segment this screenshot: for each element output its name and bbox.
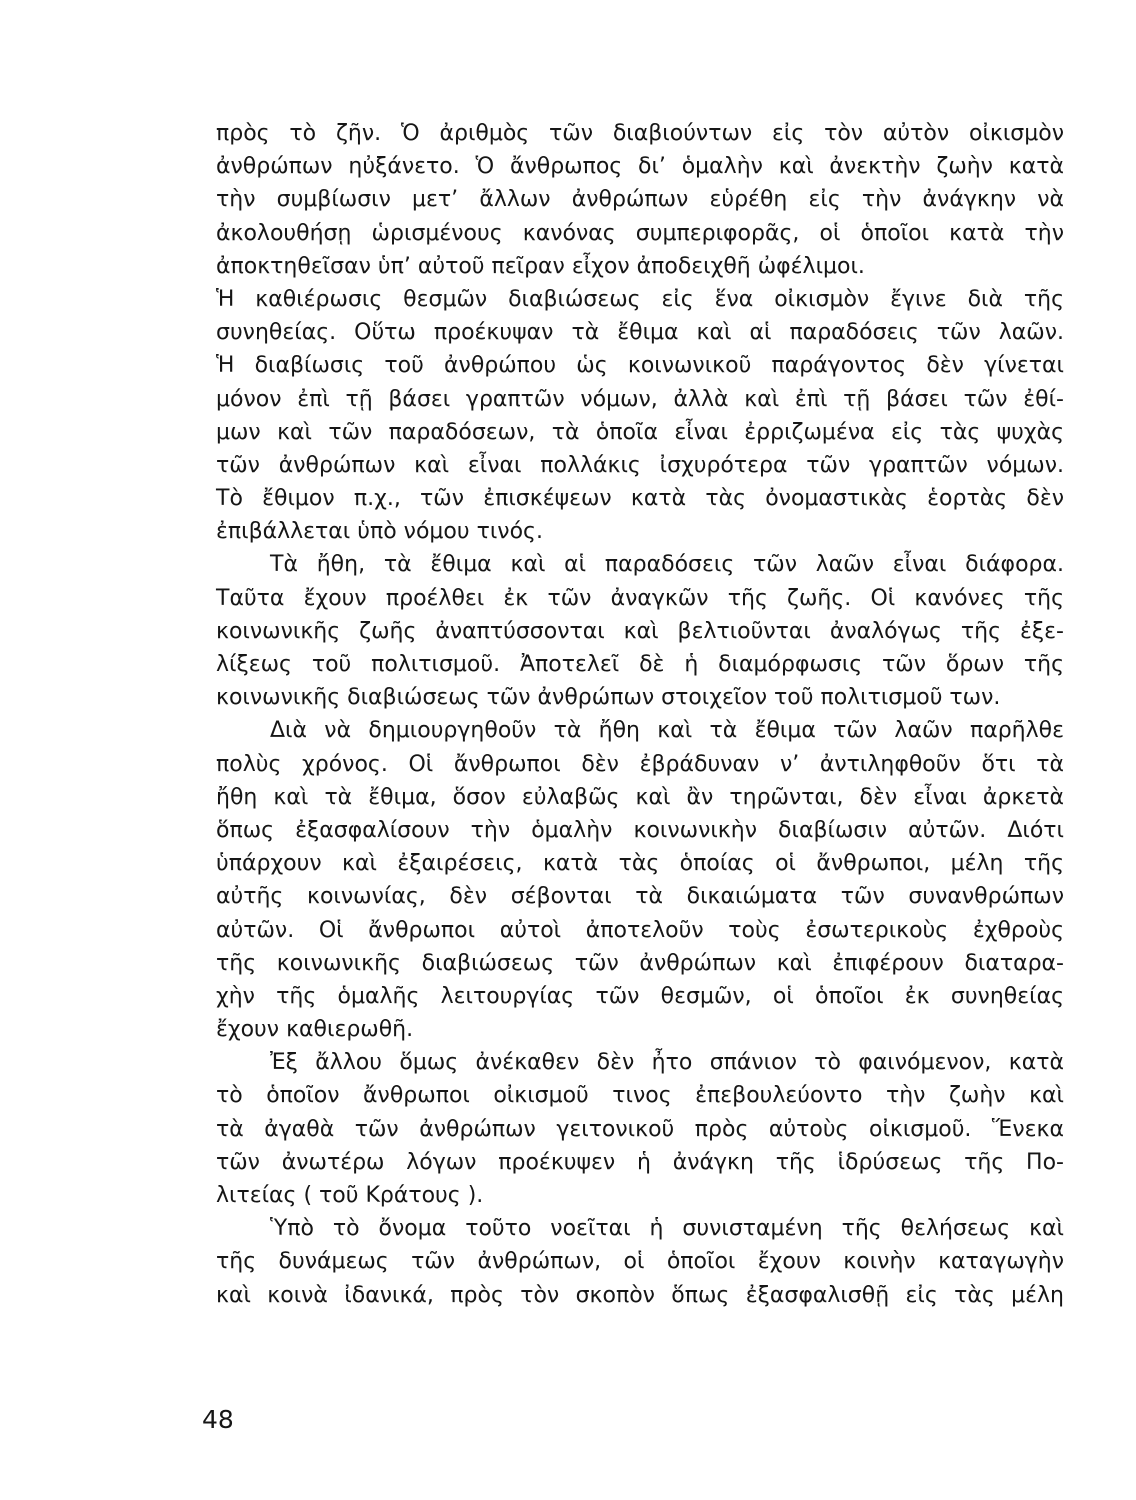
text-line: λιτείας ( τοῦ Κράτους ). (216, 1183, 484, 1208)
text-line: κοινωνικῆς ζωῆς ἀναπτύσσονται καὶ βελτιοῦνται ἀναλόγως τῆς ἐξε- (216, 618, 1064, 644)
paragraph (216, 1212, 1064, 1312)
paragraph (216, 1046, 1064, 1212)
text-line: Ἡ διαβίωσις τοῦ ἀνθρώπου ὡς κοινωνικοῦ παράγοντος δὲν γίνεται (216, 353, 1064, 379)
paragraph (216, 117, 1064, 283)
text-line: ἀνθρώπων ηὐξάνετο. Ὁ ἄνθρωπος δι’ ὁμαλὴν καὶ ἀνεκτὴν ζωὴν κατὰ (216, 154, 1064, 180)
text-line: πολὺς χρόνος. Οἱ ἄνθρωποι δὲν ἐβράδυναν ν’ ἀντιληφθοῦν ὅτι τὰ (216, 751, 1064, 777)
text-line: ὑπάρχουν καὶ ἐξαιρέσεις, κατὰ τὰς ὁποίας οἱ ἄνθρωποι, μέλη τῆς (216, 851, 1064, 877)
text-line: τῶν ἀνωτέρω λόγων προέκυψεν ἡ ἀνάγκη τῆς ἱδρύσεως τῆς Πο- (216, 1149, 1064, 1175)
text-line: τῶν ἀνθρώπων καὶ εἶναι πολλάκις ἰσχυρότερα τῶν γραπτῶν νόμων. (216, 452, 1064, 478)
page-number: 48 (202, 1405, 234, 1434)
text-line: αὐτῶν. Οἱ ἄνθρωποι αὐτοὶ ἀποτελοῦν τοὺς ἐσωτερικοὺς ἐχθροὺς (216, 917, 1064, 943)
text-line: μόνον ἐπὶ τῇ βάσει γραπτῶν νόμων, ἀλλὰ καὶ ἐπὶ τῇ βάσει τῶν ἐθί- (216, 386, 1064, 412)
text-line: Διὰ νὰ δημιουργηθοῦν τὰ ἤθη καὶ τὰ ἔθιμα τῶν λαῶν παρῆλθε (270, 718, 1064, 744)
text-line: Ἡ καθιέρωσις θεσμῶν διαβιώσεως εἰς ἕνα οἰκισμὸν ἔγινε διὰ τῆς (216, 286, 1064, 312)
text-line: κοινωνικῆς διαβιώσεως τῶν ἀνθρώπων στοιχεῖον τοῦ πολιτισμοῦ των. (216, 685, 1001, 711)
text-line: ἤθη καὶ τὰ ἔθιμα, ὅσον εὐλαβῶς καὶ ἂν τηρῶνται, δὲν εἶναι ἀρκετὰ (216, 784, 1064, 810)
text-line: Τὰ ἤθη, τὰ ἔθιμα καὶ αἱ παραδόσεις τῶν λαῶν εἶναι διάφορα. (270, 552, 1064, 578)
text-line: ὅπως ἐξασφαλίσουν τὴν ὁμαλὴν κοινωνικὴν διαβίωσιν αὐτῶν. Διότι (216, 817, 1064, 843)
text-line: ἐπιβάλλεται ὑπὸ νόμου τινός. (216, 519, 543, 545)
paragraph (216, 714, 1064, 1046)
text-line: Ἐξ ἄλλου ὅμως ἀνέκαθεν δὲν ἦτο σπάνιον τὸ φαινόμενον, κατὰ (270, 1050, 1064, 1076)
text-line: ἀκολουθήσῃ ὡρισμένους κανόνας συμπεριφορᾶς, οἱ ὁποῖοι κατὰ τὴν (216, 220, 1064, 246)
text-line: τὰ ἀγαθὰ τῶν ἀνθρώπων γειτονικοῦ πρὸς αὐτοὺς οἰκισμοῦ. Ἕνεκα (216, 1116, 1064, 1142)
text-line: τὴν συμβίωσιν μετ’ ἄλλων ἀνθρώπων εὑρέθη εἰς τὴν ἀνάγκην νὰ (216, 187, 1064, 213)
text-line: τὸ ὁποῖον ἄνθρωποι οἰκισμοῦ τινος ἐπεβουλεύοντο τὴν ζωὴν καὶ (216, 1083, 1064, 1109)
text-line: καὶ κοινὰ ἰδανικά, πρὸς τὸν σκοπὸν ὅπως ἐξασφαλισθῇ εἰς τὰς μέλη (216, 1282, 1064, 1308)
paragraph (216, 548, 1064, 714)
text-line: τῆς κοινωνικῆς διαβιώσεως τῶν ἀνθρώπων καὶ ἐπιφέρουν διαταρα- (216, 950, 1064, 976)
text-line: ἔχουν καθιερωθῆ. (216, 1017, 414, 1043)
body-text (216, 117, 1064, 1312)
paragraph (216, 283, 1064, 549)
text-line: τῆς δυνάμεως τῶν ἀνθρώπων, οἱ ὁποῖοι ἔχουν κοινὴν καταγωγὴν (216, 1249, 1064, 1275)
text-line: συνηθείας. Οὕτω προέκυψαν τὰ ἔθιμα καὶ αἱ παραδόσεις τῶν λαῶν. (216, 320, 1064, 346)
text-line: μων καὶ τῶν παραδόσεων, τὰ ὁποῖα εἶναι ἐρριζωμένα εἰς τὰς ψυχὰς (216, 419, 1064, 445)
text-line: αὐτῆς κοινωνίας, δὲν σέβονται τὰ δικαιώματα τῶν συνανθρώπων (216, 884, 1064, 910)
text-line: Ὑπὸ τὸ ὄνομα τοῦτο νοεῖται ἡ συνισταμένη τῆς θελήσεως καὶ (270, 1216, 1064, 1242)
text-line: λίξεως τοῦ πολιτισμοῦ. Ἀποτελεῖ δὲ ἡ διαμόρφωσις τῶν ὅρων τῆς (216, 652, 1064, 677)
text-line: Τὸ ἔθιμον π.χ., τῶν ἐπισκέψεων κατὰ τὰς ὀνομαστικὰς ἑορτὰς δὲν (216, 486, 1064, 512)
text-line: χὴν τῆς ὁμαλῆς λειτουργίας τῶν θεσμῶν, οἱ ὁποῖοι ἐκ συνηθείας (216, 983, 1064, 1009)
text-line: Ταῦτα ἔχουν προέλθει ἐκ τῶν ἀναγκῶν τῆς ζωῆς. Οἱ κανόνες τῆς (216, 585, 1064, 611)
text-line: πρὸς τὸ ζῆν. Ὁ ἀριθμὸς τῶν διαβιούντων εἰς τὸν αὐτὸν οἰκισμὸν (216, 121, 1064, 146)
text-line: ἀποκτηθεῖσαν ὑπ’ αὐτοῦ πεῖραν εἶχον ἀποδειχθῆ ὠφέλιμοι. (216, 253, 865, 279)
